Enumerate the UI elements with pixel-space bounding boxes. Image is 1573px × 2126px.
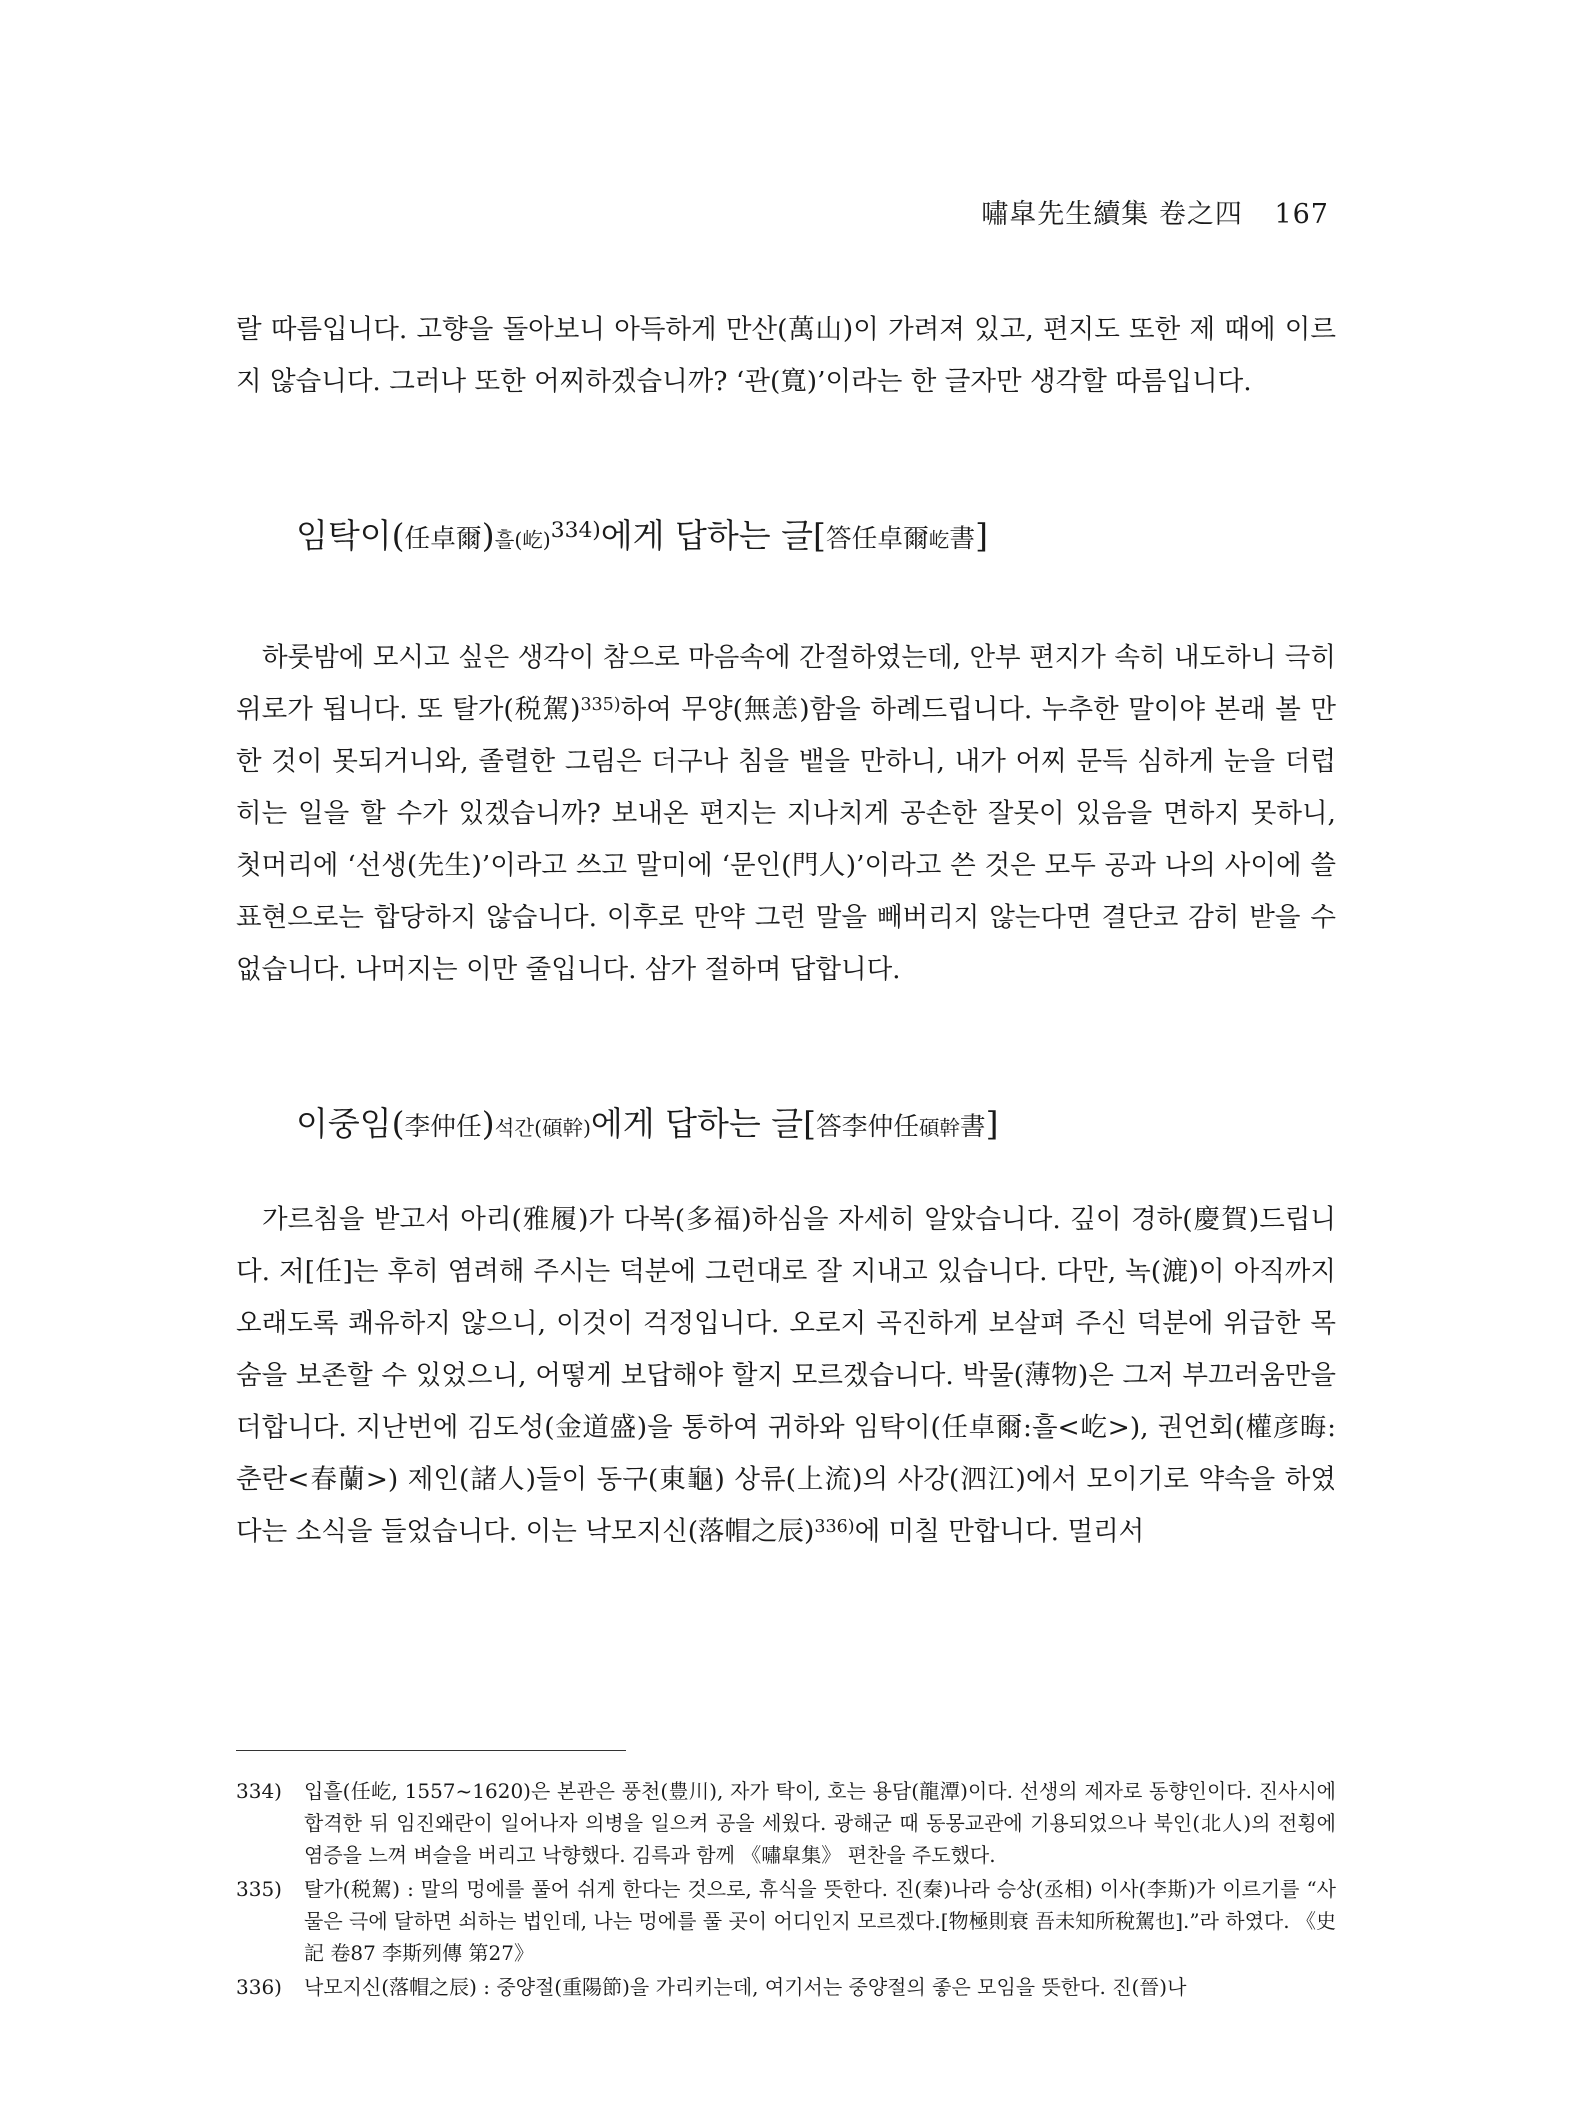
letter-title-2 [236,1098,1336,1154]
title-part: 에게 답하는 글[ [600,516,826,555]
page-number: 167 [1274,199,1329,230]
title-part: 에게 답하는 글[ [590,1104,817,1143]
footnote-text: 탈가(税駕) : 말의 멍에를 풀어 쉬게 한다는 것으로, 휴식을 뜻한다. 진(秦)나라 승상(丞相) 이사(李斯)가 이르기를 “사물은 극에 달하면 쇠하는 법인데, 나는 멍에를 풀 곳이 어디인지 모르겠다.[物極則衰 吾未知所稅駕也].”라 하였다. 《史記 卷87 李斯列傳 第27》 [304,1877,1336,1965]
title-hanja: 李仲任 [404,1112,482,1142]
footnote-ref-334: 334) [550,518,601,544]
page-body [236,304,1336,1558]
title-hanja: 任卓爾 [404,524,482,554]
title-part: 이중임( [296,1104,405,1143]
footnote-ref-336: 336) [814,1517,855,1538]
footnote-divider [236,1750,626,1751]
letter2-text-1: 가르침을 받고서 아리(雅履)가 다복(多福)하심을 자세히 알았습니다. 깊이 경하(慶賀)드립니다. 저[任]는 후히 염려해 주시는 덕분에 그런대로 잘 지내고 있습니다. 다만, 녹(漉)이 아직까지 오래도록 쾌유하지 않으니, 이것이 걱정입니다. 오로지 곡진하게 보살펴 주신 덕분에 위급한 목숨을 보존할 수 있었으니, 어떻게 보답해야 할지 모르겠습니다. 박물(薄物)은 그저 부끄러움만을 더합니다. 지난번에 김도성(金道盛)을 통하여 귀하와 임탁이(任卓爾:흘<屹>), 권언회(權彦晦:춘란<春蘭>) 제인(諸人)들이 동구(東龜) 상류(上流)의 사강(泗江)에서 모이기로 약속을 하였다는 소식을 들었습니다. 이는 낙모지신(落帽之辰) [236,1204,1336,1547]
letter1-paragraph [236,632,1336,996]
footnote-number: 334) [236,1779,282,1803]
title-hanja: 答任卓爾 [825,524,929,554]
footnote-335 [236,1873,1336,1969]
footnote-text: 낙모지신(落帽之辰) : 중양절(重陽節)을 가리키는데, 여기서는 중양절의 좋은 모임을 뜻한다. 진(晉)나 [304,1975,1187,1999]
letter2-paragraph [236,1194,1336,1558]
title-hanja-small: 屹 [928,528,950,552]
footnote-number: 335) [236,1877,282,1901]
spacer [236,566,1336,632]
title-given-name: 석간(碩幹) [494,1116,591,1140]
title-given-name: 흘(屹) [494,528,551,552]
spacer [236,1154,1336,1194]
title-part: ] [985,1104,999,1143]
title-part: ) [481,1104,495,1143]
footnote-ref-335: 335) [580,695,621,716]
letter2-text-2: 에 미칠 만합니다. 멀리서 [854,1516,1145,1547]
title-hanja: 書 [949,524,976,554]
title-part: ] [975,516,988,555]
footnotes [236,1775,1336,2005]
spacer [236,996,1336,1098]
running-header [981,192,1329,231]
intro-paragraph: 랄 따름입니다. 고향을 돌아보니 아득하게 만산(萬山)이 가려져 있고, 편지도 또한 제 때에 이르지 않습니다. 그러나 또한 어찌하겠습니까? ‘관(寬)’이라는 한 글자만 생각할 따름입니다. [236,314,1336,397]
footnote-336 [236,1971,1336,2003]
title-hanja: 書 [959,1112,986,1142]
title-hanja-small: 碩幹 [919,1116,960,1140]
letter1-text-1: 하룻밤에 모시고 싶은 생각이 참으로 마음속에 간절하였는데, 안부 편지가 속히 내도하니 극히 위로가 됩니다. 또 탈가(税駕) [236,642,1336,725]
letter1-text-2: 하여 무양(無恙)함을 하례드립니다. 누추한 말이야 본래 볼 만한 것이 못되거니와, 졸렬한 그림은 더구나 침을 뱉을 만하니, 내가 어찌 문득 심하게 눈을 더럽히는 일을 할 수가 있겠습니까? 보내온 편지는 지나치게 공손한 잘못이 있음을 면하지 못하니, 첫머리에 ‘선생(先生)’이라고 쓰고 말미에 ‘문인(門人)’이라고 쓴 것은 모두 공과 나의 사이에 쓸 표현으로는 합당하지 않습니다. 이후로 만약 그런 말을 빼버리지 않는다면 결단코 감히 받을 수 없습니다. 나머지는 이만 줄입니다. 삼가 절하며 답합니다. [236,694,1336,985]
letter-title-1 [236,510,1336,566]
title-hanja: 答李仲任 [816,1112,919,1142]
footnote-334 [236,1775,1336,1871]
book-title: 嘯皐先生續集 卷之四 [981,199,1243,230]
title-part: 임탁이( [296,516,405,555]
spacer [236,408,1336,510]
footnote-text: 입흘(任屹, 1557~1620)은 본관은 풍천(豊川), 자가 탁이, 호는 용담(龍潭)이다. 선생의 제자로 동향인이다. 진사시에 합격한 뒤 임진왜란이 일어나자 의병을 일으켜 공을 세웠다. 광해군 때 동몽교관에 기용되었으나 북인(北人)의 전횡에 염증을 느껴 벼슬을 버리고 낙향했다. 김륵과 함께 《嘯皐集》 편찬을 주도했다. [304,1779,1336,1867]
title-part: ) [481,516,495,555]
footnote-number: 336) [236,1975,282,1999]
